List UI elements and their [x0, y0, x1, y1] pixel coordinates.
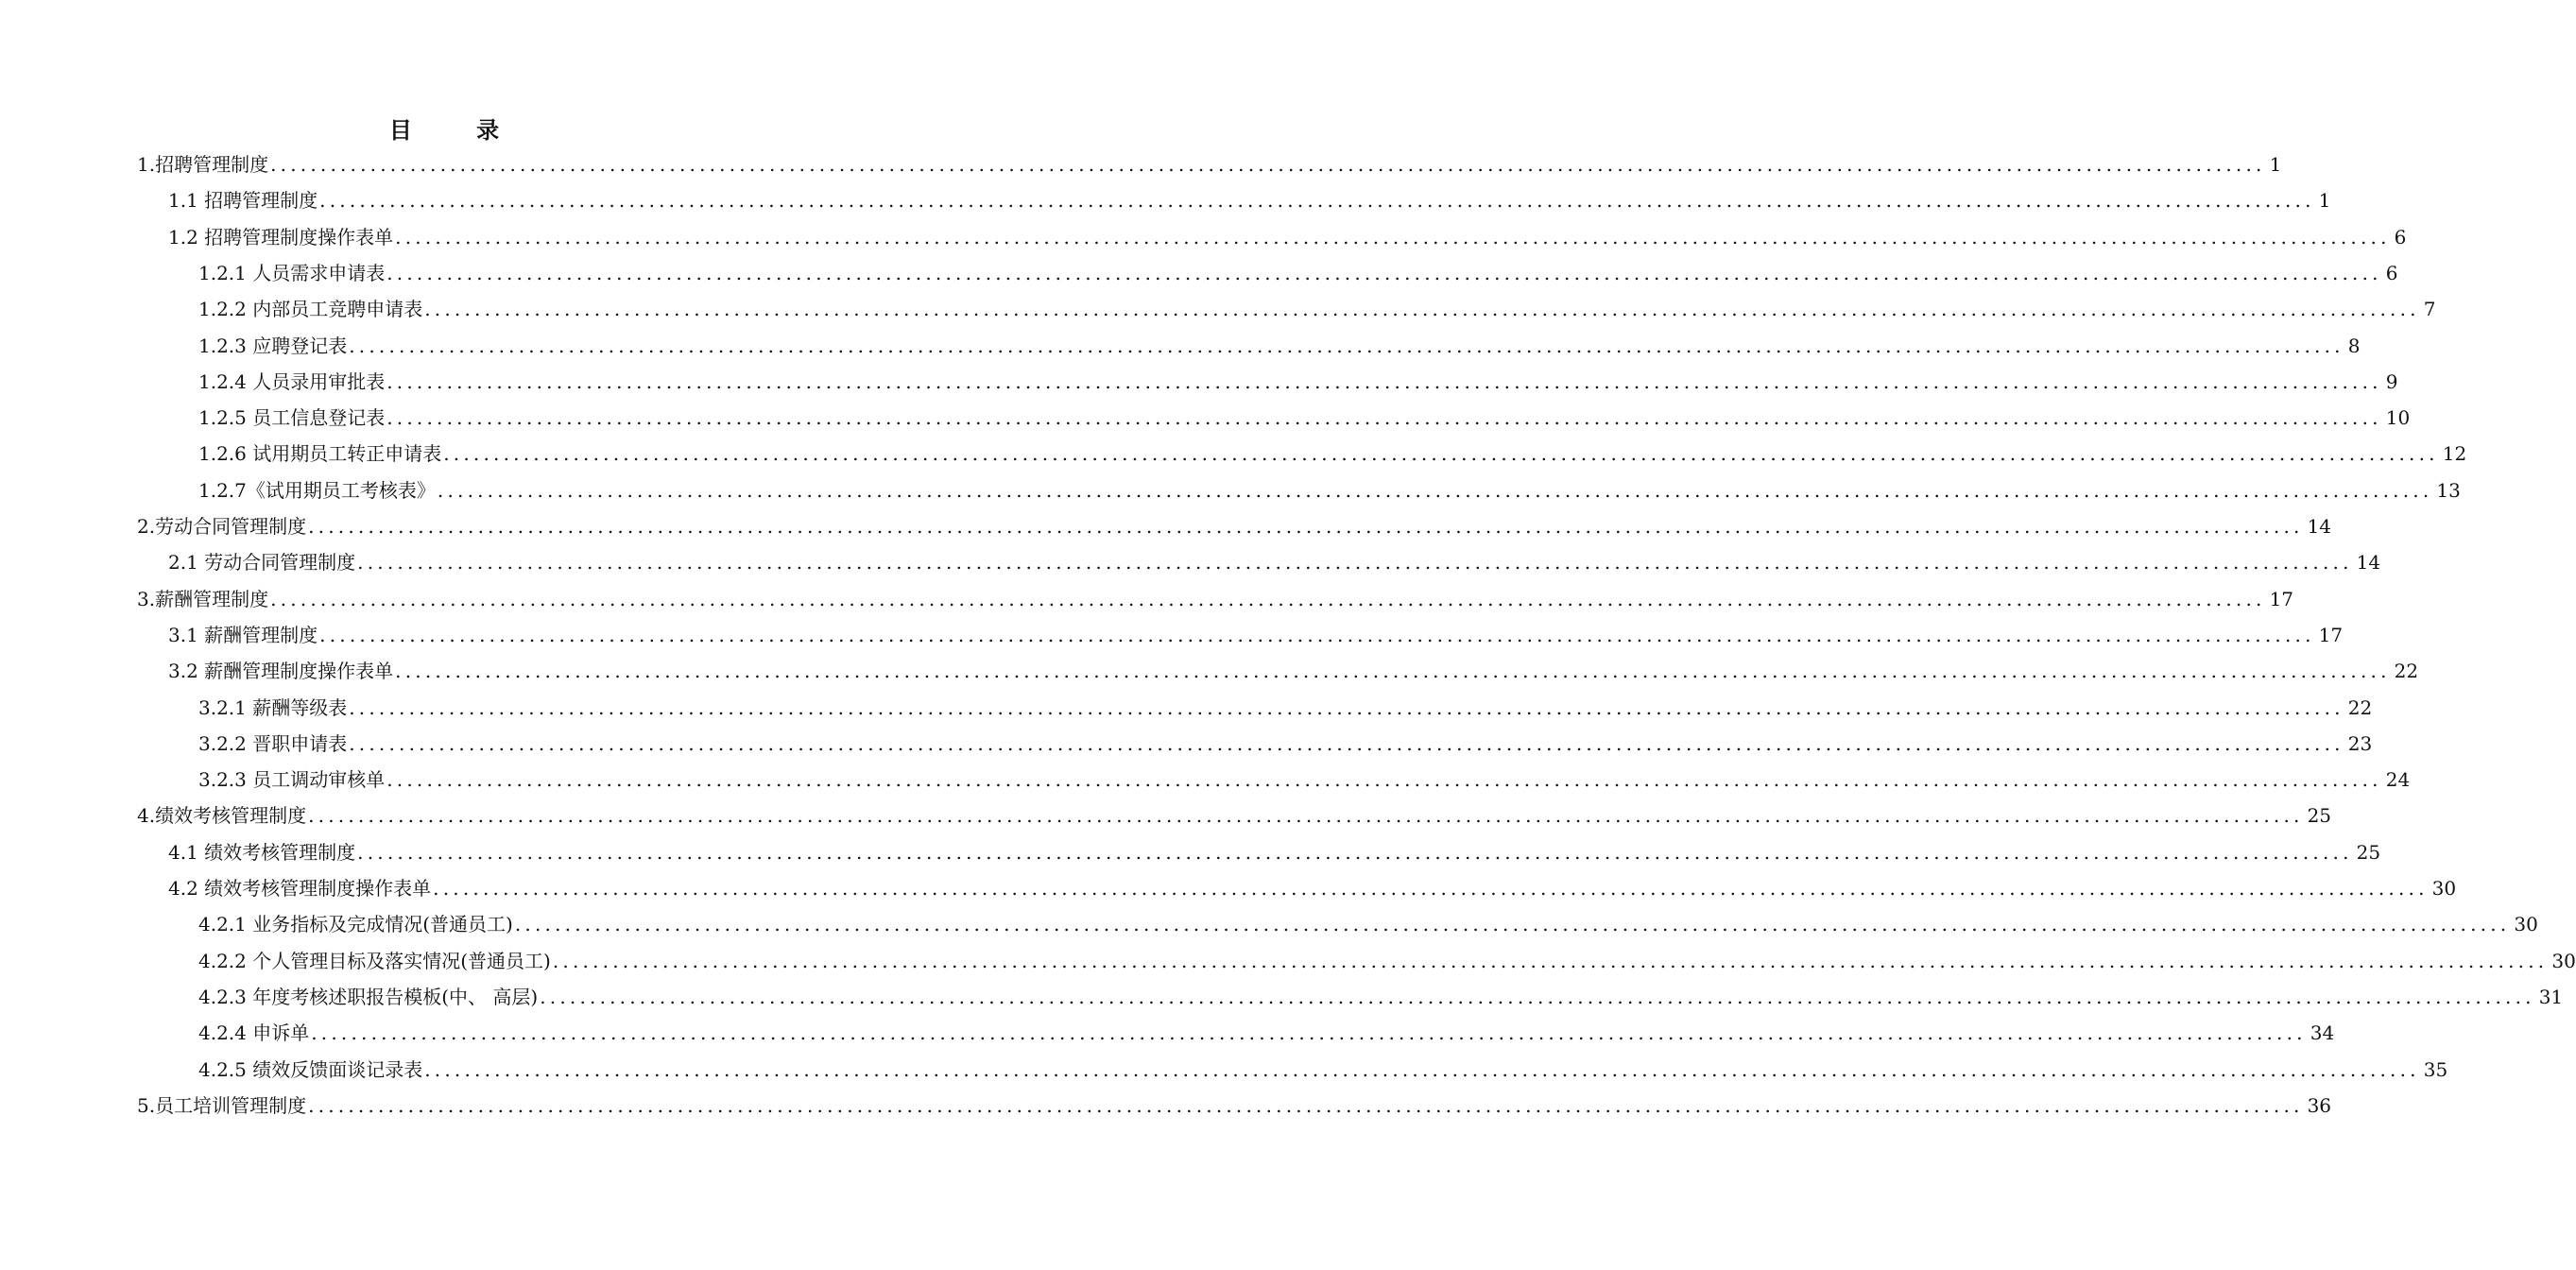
toc-entry[interactable] — [198, 331, 2361, 361]
toc-entry-page-number: 9 — [2385, 369, 2398, 393]
toc-entry-label: 4.2.4 申诉单 — [198, 1021, 310, 1045]
toc-entry-label: 1.招聘管理制度 — [137, 153, 269, 176]
toc-entry-label: 4.2 绩效考核管理制度操作表单 — [168, 877, 432, 900]
toc-entry[interactable] — [198, 438, 2467, 469]
toc-entry-label: 1.2.5 员工信息登记表 — [198, 406, 386, 430]
toc-entry-label: 1.2.4 人员录用审批表 — [198, 369, 386, 393]
toc-entry-page-number: 35 — [2423, 1057, 2448, 1081]
toc-entry[interactable] — [168, 222, 2407, 252]
toc-leader-dots: ........................................................................................................................................................................................................ — [308, 515, 2304, 538]
toc-entry-label: 3.薪酬管理制度 — [137, 587, 269, 610]
toc-entry-page-number: 23 — [2347, 731, 2373, 755]
toc-entry-label: 4.2.1 业务指标及完成情况(普通员工) — [198, 913, 513, 936]
toc-leader-dots: ........................................................................................................................................................................................................ — [270, 587, 2266, 610]
toc-entry[interactable] — [168, 547, 2381, 577]
toc-entry[interactable] — [168, 656, 2419, 686]
toc-leader-dots: ........................................................................................................................................................................................................ — [308, 804, 2304, 828]
toc-leader-dots: ........................................................................................................................................................................................................ — [540, 985, 2535, 1008]
toc-entry-page-number: 36 — [2307, 1093, 2332, 1117]
toc-entry-page-number: 34 — [2310, 1021, 2335, 1045]
toc-leader-dots: ........................................................................................................................................................................................................ — [386, 768, 2382, 792]
toc-leader-dots: ........................................................................................................................................................................................................ — [386, 406, 2382, 430]
toc-leader-dots: ........................................................................................................................................................................................................ — [349, 695, 2344, 719]
toc-entry-page-number: 6 — [2385, 261, 2398, 284]
toc-entry-page-number: 13 — [2436, 478, 2461, 502]
toc-entry-page-number: 30 — [2431, 877, 2457, 900]
toc-leader-dots: ........................................................................................................................................................................................................ — [319, 189, 2315, 213]
toc-entry-label: 1.2.3 应聘登记表 — [198, 334, 348, 357]
toc-entry-label: 3.2.2 晋职申请表 — [198, 731, 348, 755]
toc-entry-page-number: 6 — [2394, 225, 2407, 249]
toc-entry[interactable] — [198, 909, 2538, 939]
toc-leader-dots: ........................................................................................................................................................................................................ — [308, 1093, 2304, 1117]
toc-entry-label: 2.劳动合同管理制度 — [137, 515, 307, 538]
toc-entry[interactable] — [137, 584, 2294, 614]
toc-entry-page-number: 1 — [2269, 153, 2282, 176]
toc-leader-dots: ........................................................................................................................................................................................................ — [270, 153, 2266, 176]
toc-entry-page-number: 10 — [2385, 406, 2411, 430]
toc-leader-dots: ........................................................................................................................................................................................................ — [437, 478, 2433, 502]
toc-entry-page-number: 25 — [2307, 804, 2332, 828]
toc-entry-label: 1.2.7《试用期员工考核表》 — [198, 478, 436, 502]
toc-entry-page-number: 17 — [2318, 623, 2344, 646]
toc-entry-label: 1.2.2 内部员工竞聘申请表 — [198, 298, 423, 321]
toc-leader-dots: ........................................................................................................................................................................................................ — [349, 731, 2344, 755]
toc-leader-dots: ........................................................................................................................................................................................................ — [357, 551, 2353, 575]
toc-entry-label: 3.1 薪酬管理制度 — [168, 623, 318, 646]
toc-entry[interactable] — [137, 511, 2332, 541]
toc-entry-label: 4.2.2 个人管理目标及落实情况(普通员工) — [198, 949, 551, 972]
toc-leader-dots: ........................................................................................................................................................................................................ — [395, 225, 2391, 249]
toc-entry-label: 2.1 劳动合同管理制度 — [168, 551, 356, 575]
toc-entry-page-number: 24 — [2385, 768, 2411, 792]
toc-entry-page-number: 14 — [2356, 551, 2381, 575]
toc-leader-dots: ........................................................................................................................................................................................................ — [443, 442, 2439, 466]
toc-entry[interactable] — [168, 620, 2344, 650]
toc-entry-label: 5.员工培训管理制度 — [137, 1093, 307, 1117]
toc-leader-dots: ........................................................................................................................................................................................................ — [552, 949, 2549, 972]
toc-leader-dots: ........................................................................................................................................................................................................ — [386, 261, 2382, 284]
toc-entry-page-number: 31 — [2538, 985, 2564, 1008]
toc-entry-page-number: 22 — [2394, 660, 2419, 683]
toc-entry-page-number: 22 — [2347, 695, 2373, 719]
toc-entry-label: 3.2.1 薪酬等级表 — [198, 695, 348, 719]
toc-entry-label: 3.2 薪酬管理制度操作表单 — [168, 660, 394, 683]
toc-entry-label: 4.1 绩效考核管理制度 — [168, 840, 356, 864]
toc-entry[interactable] — [198, 1018, 2335, 1048]
toc-entry[interactable] — [198, 946, 2576, 976]
toc-leader-dots: ........................................................................................................................................................................................................ — [319, 623, 2315, 646]
toc-entry[interactable] — [198, 693, 2373, 723]
toc-leader-dots: ........................................................................................................................................................................................................ — [395, 660, 2391, 683]
toc-entry[interactable] — [168, 873, 2457, 903]
toc-entry-label: 3.2.3 员工调动审核单 — [198, 768, 386, 792]
toc-entry-label: 4.2.3 年度考核述职报告模板(中、 高层) — [198, 985, 539, 1008]
toc-leader-dots: ........................................................................................................................................................................................................ — [424, 298, 2420, 321]
toc-leader-dots: ........................................................................................................................................................................................................ — [349, 334, 2344, 357]
toc-entry-page-number: 30 — [2514, 913, 2538, 936]
toc-entry[interactable] — [198, 764, 2411, 795]
toc-entry-page-number: 14 — [2307, 515, 2332, 538]
toc-leader-dots: ........................................................................................................................................................................................................ — [311, 1021, 2307, 1045]
toc-title: 目 录 — [388, 116, 528, 144]
toc-entry-page-number: 17 — [2269, 587, 2294, 610]
toc-leader-dots: ........................................................................................................................................................................................................ — [386, 369, 2382, 393]
toc-entry-label: 4.2.5 绩效反馈面谈记录表 — [198, 1057, 423, 1081]
toc-entry-label: 1.1 招聘管理制度 — [168, 189, 318, 213]
toc-entry[interactable] — [198, 475, 2461, 506]
toc-entry[interactable] — [198, 1055, 2448, 1085]
toc-leader-dots: ........................................................................................................................................................................................................ — [357, 840, 2353, 864]
toc-entry-page-number: 25 — [2356, 840, 2381, 864]
toc-leader-dots: ........................................................................................................................................................................................................ — [514, 913, 2511, 936]
toc-entry-label: 1.2 招聘管理制度操作表单 — [168, 225, 394, 249]
toc-entry-page-number: 1 — [2318, 189, 2331, 213]
toc-entry[interactable] — [198, 258, 2398, 288]
toc-entry-page-number: 12 — [2442, 442, 2467, 466]
toc-entry[interactable] — [198, 367, 2398, 397]
toc-entry-page-number: 7 — [2423, 298, 2436, 321]
toc-entry[interactable] — [168, 837, 2381, 867]
toc-entry[interactable] — [137, 149, 2282, 180]
toc-entry-page-number: 30 — [2551, 949, 2576, 972]
toc-entry[interactable] — [198, 403, 2411, 433]
toc-leader-dots: ........................................................................................................................................................................................................ — [424, 1057, 2420, 1081]
toc-entry[interactable] — [198, 982, 2564, 1012]
toc-entry-page-number: 8 — [2347, 334, 2361, 357]
toc-entry[interactable] — [137, 1090, 2332, 1121]
toc-entry-label: 4.绩效考核管理制度 — [137, 804, 307, 828]
toc-entry[interactable] — [198, 729, 2373, 759]
toc-entry[interactable] — [137, 800, 2332, 831]
toc-entry-label: 1.2.1 人员需求申请表 — [198, 261, 386, 284]
toc-leader-dots: ........................................................................................................................................................................................................ — [433, 877, 2429, 900]
toc-entry[interactable] — [168, 185, 2331, 215]
toc-entry-label: 1.2.6 试用期员工转正申请表 — [198, 442, 442, 466]
toc-entry[interactable] — [198, 294, 2436, 324]
